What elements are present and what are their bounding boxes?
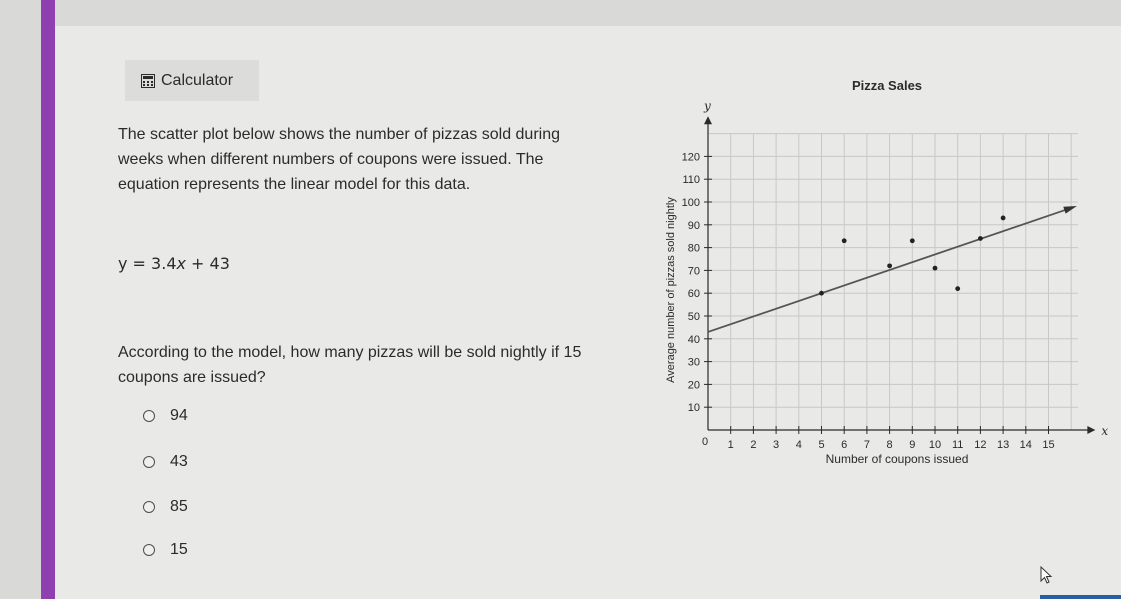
y-tick-label: 60	[687, 288, 700, 301]
data-point	[933, 266, 938, 271]
choice-label: 15	[170, 541, 188, 558]
y-axis-name: y	[704, 99, 711, 114]
linear-model-equation	[118, 254, 230, 273]
y-tick-label: 70	[687, 265, 700, 278]
x-tick-label: 14	[1019, 439, 1032, 451]
question-stem: The scatter plot below shows the number of pizzas sold during weeks when different numbers of coupons were issued. The equation represents the linear model for this data.	[118, 126, 561, 193]
x-tick-label: 6	[841, 439, 848, 451]
x-tick-label: 3	[773, 439, 780, 451]
x-tick-label: 9	[909, 439, 916, 451]
y-tick-label: 120	[681, 151, 700, 164]
left-accent-bar	[41, 0, 55, 599]
x-tick-label: 10	[928, 439, 942, 451]
data-point	[887, 263, 892, 268]
origin-label: 0	[701, 436, 709, 448]
data-point	[1001, 216, 1006, 221]
mouse-cursor-icon	[1040, 566, 1054, 586]
radio-button[interactable]	[143, 410, 155, 422]
radio-button[interactable]	[143, 456, 155, 468]
answer-choice-a[interactable]	[143, 407, 188, 425]
equation-variable: x	[176, 254, 186, 273]
answer-choice-c[interactable]	[143, 498, 188, 516]
x-tick-label: 2	[750, 439, 757, 451]
x-tick-label: 7	[863, 439, 870, 451]
y-axis-arrow	[704, 116, 712, 124]
y-tick-label: 40	[687, 333, 700, 346]
choice-label: 94	[170, 407, 188, 424]
x-axis-arrow	[1087, 426, 1095, 434]
calculator-button[interactable]	[125, 60, 259, 101]
y-tick-label: 100	[681, 197, 700, 209]
x-tick-label: 4	[795, 439, 802, 451]
bottom-accent-line	[1040, 595, 1121, 599]
data-point	[955, 286, 960, 291]
data-point	[978, 236, 983, 241]
x-tick-label: 12	[974, 439, 987, 451]
pizza-sales-scatter-plot	[650, 70, 1110, 470]
y-tick-label: 90	[687, 219, 700, 232]
x-tick-label: 8	[886, 439, 893, 451]
trend-line-arrow	[1063, 206, 1077, 214]
y-tick-label: 50	[687, 311, 700, 323]
x-axis-name: x	[1101, 424, 1109, 438]
y-tick-label: 110	[682, 174, 700, 187]
data-point	[819, 291, 824, 296]
choice-label: 85	[170, 498, 188, 515]
y-tick-label: 20	[687, 379, 700, 392]
data-point	[842, 238, 847, 243]
y-axis-label: Average number of pizzas sold nightly	[665, 197, 677, 383]
y-tick-label: 10	[687, 402, 700, 415]
x-tick-label: 5	[818, 439, 825, 451]
x-tick-label: 11	[951, 439, 964, 451]
answer-choice-b[interactable]	[143, 453, 188, 471]
equation-rhs: + 43	[185, 254, 230, 273]
x-tick-label: 1	[727, 439, 734, 451]
question-prompt: According to the model, how many pizzas will be sold nightly if 15 coupons are issued?	[118, 344, 582, 386]
x-tick-label: 15	[1042, 439, 1055, 451]
chart-title: Pizza Sales	[851, 78, 923, 93]
answer-choice-d[interactable]	[143, 541, 188, 559]
choice-label: 43	[170, 453, 188, 470]
radio-button[interactable]	[143, 544, 155, 556]
calculator-icon	[141, 74, 155, 88]
x-tick-label: 13	[996, 439, 1010, 451]
calculator-label: Calculator	[161, 71, 234, 89]
radio-button[interactable]	[143, 501, 155, 513]
data-point	[910, 238, 915, 243]
equation-lhs: y = 3.4	[118, 254, 177, 273]
y-tick-label: 80	[687, 242, 700, 255]
y-tick-label: 30	[687, 356, 700, 369]
x-axis-label: Number of coupons issued	[825, 452, 969, 466]
